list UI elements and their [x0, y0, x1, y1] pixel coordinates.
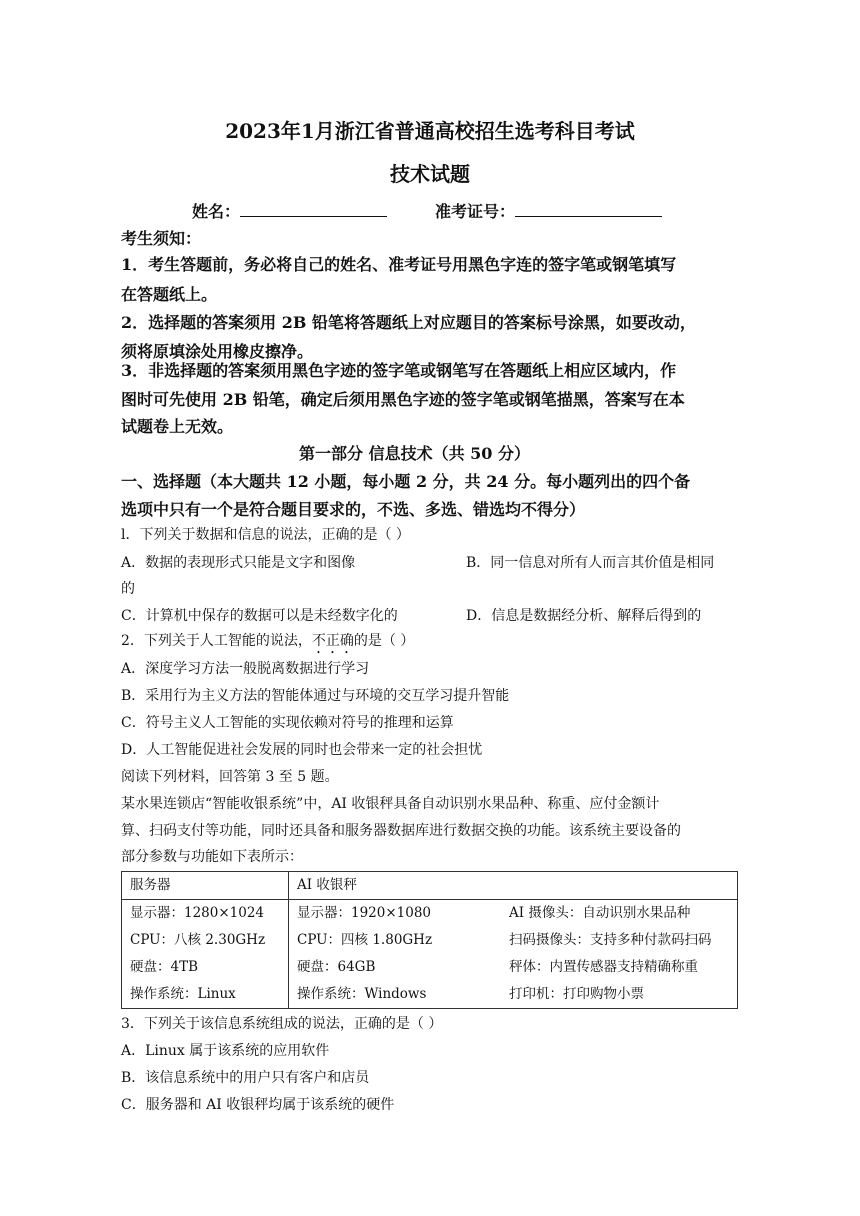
col-header-ai-scale: AI 收银秤 — [289, 872, 738, 900]
notice-line: 3．非选择题的答案须用黑色字迹的签字笔或钢笔写在答题纸上相应区域内，作 — [121, 361, 677, 380]
id-label: 准考证号： — [435, 202, 516, 221]
material-intro: 阅读下列材料，回答第 3 至 5 题。 — [121, 769, 339, 785]
section-heading: 选项中只有一个是符合题目要求的，不选、多选、错选均不得分） — [121, 500, 586, 519]
section-heading: 一、选择题（本大题共 12 小题，每小题 2 分，共 24 分。每小题列出的四个备 — [121, 472, 691, 491]
notice-line: 在答题纸上。 — [121, 285, 218, 304]
ai-scale-spec: 操作系统：Windows — [297, 986, 427, 1002]
q1-stem: l．下列关于数据和信息的说法，正确的是（ ） — [121, 527, 410, 543]
material-line: 部分参数与功能如下表所示： — [121, 849, 303, 865]
ai-scale-specs — [289, 900, 738, 1009]
id-row — [435, 199, 662, 222]
exam-title: 2023年1月浙江省普通高校招生选考科目考试 — [225, 119, 635, 143]
ai-scale-spec: CPU：四核 1.80GHz — [297, 932, 433, 948]
q1-option-b-wrap: 的 — [121, 581, 135, 597]
material-line: 算、扫码支付等功能，同时还具备和服务器数据库进行数据交换的功能。该系统主要设备的 — [121, 823, 681, 839]
q1-option-b: B．同一信息对所有人而言其价值是相同 — [466, 555, 715, 571]
q3-option-c: C．服务器和 AI 收银秤均属于该系统的硬件 — [121, 1097, 395, 1113]
ai-scale-feature: AI 摄像头：自动识别水果品种 — [509, 905, 691, 921]
material-line: 某水果连锁店“智能收银系统”中，AI 收银秤具备自动识别水果品种、称重、应付金额计 — [121, 796, 660, 812]
server-specs — [122, 900, 289, 1009]
server-spec: 显示器：1280×1024 — [130, 905, 265, 921]
notice-line: 图时可先使用 2B 铅笔，确定后须用黑色字迹的签字笔或钢笔描黑，答案写在本 — [121, 390, 685, 409]
ai-scale-spec: 显示器：1920×1080 — [297, 905, 432, 921]
q2-option-b: B．采用行为主义方法的智能体通过与环境的交互学习提升智能 — [121, 688, 510, 704]
q3-option-a: A．Linux 属于该系统的应用软件 — [121, 1043, 330, 1059]
notice-line: 1．考生答题前，务必将自己的姓名、准考证号用黑色字连的签字笔或钢笔填写 — [121, 255, 677, 274]
q3-stem: 3．下列关于该信息系统组成的说法，正确的是（ ） — [121, 1016, 443, 1032]
q1-option-a: A．数据的表现形式只能是文字和图像 — [121, 555, 356, 571]
col-header-server: 服务器 — [122, 872, 289, 900]
q2-option-a: A．深度学习方法一般脱离数据进行学习 — [121, 661, 370, 677]
exam-subtitle: 技术试题 — [390, 162, 470, 186]
notice-line: 2．选择题的答案须用 2B 铅笔将答题纸上对应题目的答案标号涂黑，如要改动， — [121, 313, 696, 332]
table-row — [122, 900, 738, 1009]
device-spec-table — [121, 871, 738, 1009]
q2-stem-pre: 2．下列关于人工智能的说法， — [121, 633, 312, 649]
q2-stem — [121, 630, 414, 657]
q2-option-c: C．符号主义人工智能的实现依赖对符号的推理和运算 — [121, 715, 454, 731]
q2-stem-emphasis: 不正确 — [311, 633, 354, 649]
table-header-row — [122, 872, 738, 900]
name-row — [192, 199, 387, 222]
ai-scale-feature: 打印机：打印购物小票 — [509, 986, 644, 1002]
ai-scale-spec: 硬盘：64GB — [297, 959, 376, 975]
q2-stem-post: 的是（ ） — [353, 633, 415, 649]
ai-scale-feature: 秤体：内置传感器支持精确称重 — [509, 959, 698, 975]
q1-option-d: D．信息是数据经分析、解释后得到的 — [466, 608, 702, 624]
notice-heading: 考生须知： — [121, 229, 202, 248]
q2-option-d: D．人工智能促进社会发展的同时也会带来一定的社会担忧 — [121, 742, 483, 758]
q1-option-c: C．计算机中保存的数据可以是未经数字化的 — [121, 608, 398, 624]
server-spec: CPU：八核 2.30GHz — [130, 932, 266, 948]
q3-option-b: B．该信息系统中的用户只有客户和店员 — [121, 1070, 370, 1086]
name-label: 姓名： — [192, 202, 241, 221]
name-blank[interactable] — [240, 200, 387, 217]
notice-line: 试题卷上无效。 — [121, 417, 234, 436]
ai-scale-feature: 扫码摄像头：支持多种付款码扫码 — [509, 932, 712, 948]
part-heading: 第一部分 信息技术（共 50 分） — [299, 444, 530, 463]
server-spec: 硬盘：4TB — [130, 959, 199, 975]
server-spec: 操作系统：Linux — [130, 986, 236, 1002]
notice-line: 须将原填涂处用橡皮擦净。 — [121, 342, 314, 361]
id-blank[interactable] — [515, 200, 662, 217]
